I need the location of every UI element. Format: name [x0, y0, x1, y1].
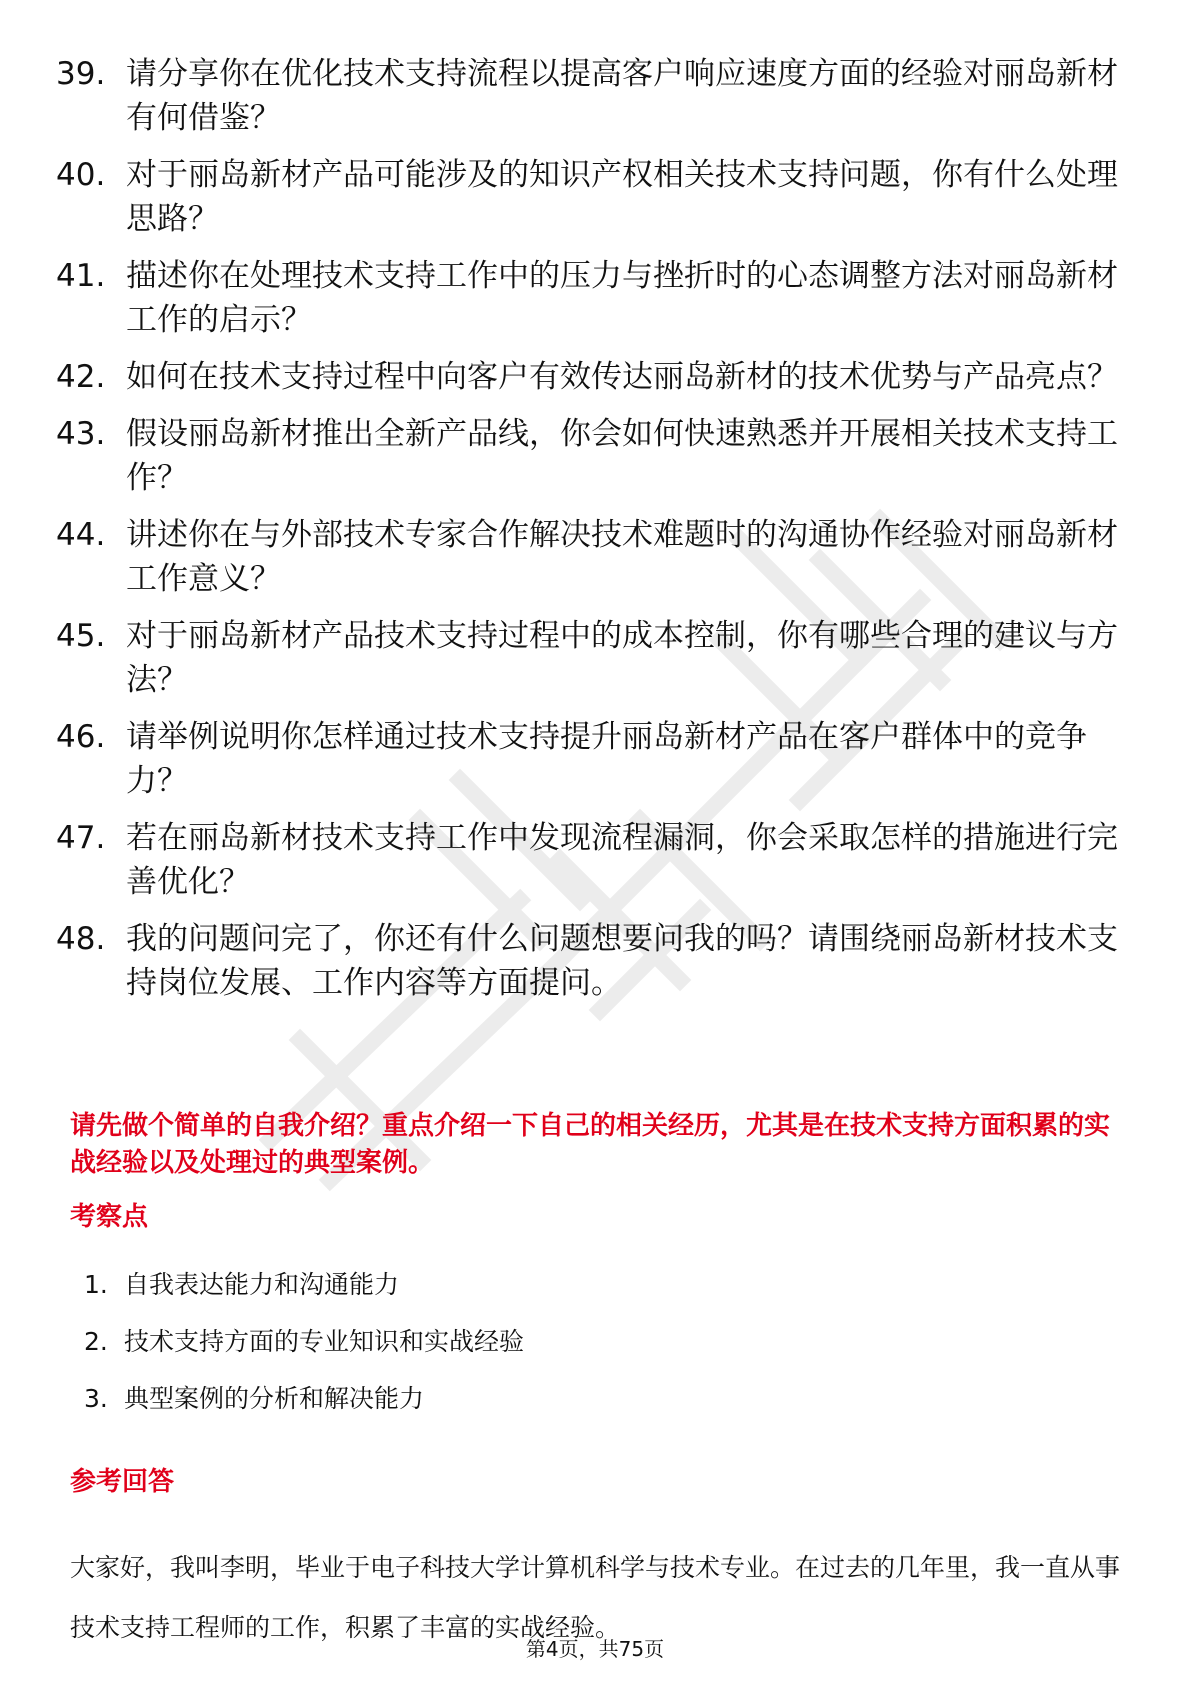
question-text: 描述你在处理技术支持工作中的压力与挫折时的心态调整方法对丽岛新材工作的启示？ — [126, 258, 1118, 338]
question-item — [56, 254, 1136, 342]
points-list — [84, 1268, 524, 1439]
point-text: 技术支持方面的专业知识和实战经验 — [124, 1327, 525, 1356]
question-item — [56, 513, 1136, 601]
question-number: 47. — [56, 820, 106, 856]
question-item — [56, 153, 1136, 241]
question-number: 48. — [56, 921, 106, 957]
question-item — [56, 52, 1136, 140]
point-number: 1. — [84, 1270, 108, 1299]
question-number: 43. — [56, 416, 106, 452]
point-item — [84, 1382, 524, 1439]
intro-question: 请先做个简单的自我介绍？重点介绍一下自己的相关经历，尤其是在技术支持方面积累的实战经验以及处理过的典型案例。 — [70, 1111, 1111, 1178]
point-text: 自我表达能力和沟通能力 — [124, 1270, 400, 1299]
page-footer: 第4页，共75页 — [525, 1637, 665, 1661]
question-item — [56, 715, 1136, 803]
question-text: 如何在技术支持过程中向客户有效传达丽岛新材的技术优势与产品亮点？ — [126, 359, 1118, 395]
question-number: 41. — [56, 258, 106, 294]
question-item — [56, 412, 1136, 500]
question-text: 请分享你在优化技术支持流程以提高客户响应速度方面的经验对丽岛新材有何借鉴？ — [126, 56, 1118, 136]
points-heading: 考察点 — [70, 1202, 149, 1232]
question-text: 请举例说明你怎样通过技术支持提升丽岛新材产品在客户群体中的竞争力？ — [126, 719, 1087, 799]
question-number: 46. — [56, 719, 106, 755]
answer-text: 大家好，我叫李明，毕业于电子科技大学计算机科学与技术专业。在过去的几年里，我一直从事技术支持工程师的工作，积累了丰富的实战经验。 — [70, 1553, 1121, 1642]
question-number: 45. — [56, 618, 106, 654]
question-item — [56, 614, 1136, 702]
question-number: 42. — [56, 359, 106, 395]
answer-heading: 参考回答 — [70, 1467, 175, 1497]
question-item — [56, 917, 1136, 1005]
question-number: 40. — [56, 157, 106, 193]
point-item — [84, 1325, 524, 1382]
question-item — [56, 816, 1136, 904]
point-item — [84, 1268, 524, 1325]
question-text: 假设丽岛新材推出全新产品线，你会如何快速熟悉并开展相关技术支持工作？ — [126, 416, 1118, 496]
question-item — [56, 355, 1136, 399]
question-text: 讲述你在与外部技术专家合作解决技术难题时的沟通协作经验对丽岛新材工作意义？ — [126, 517, 1118, 597]
point-number: 3. — [84, 1384, 108, 1413]
question-number: 39. — [56, 56, 106, 92]
question-number: 44. — [56, 517, 106, 553]
question-list — [56, 52, 1136, 1018]
question-text: 对于丽岛新材产品可能涉及的知识产权相关技术支持问题，你有什么处理思路？ — [126, 157, 1118, 237]
question-text: 我的问题问完了，你还有什么问题想要问我的吗？请围绕丽岛新材技术支持岗位发展、工作内容等方面提问。 — [126, 921, 1118, 1001]
question-text: 若在丽岛新材技术支持工作中发现流程漏洞，你会采取怎样的措施进行完善优化？ — [126, 820, 1118, 900]
question-text: 对于丽岛新材产品技术支持过程中的成本控制，你有哪些合理的建议与方法？ — [126, 618, 1118, 698]
point-text: 典型案例的分析和解决能力 — [124, 1384, 425, 1413]
point-number: 2. — [84, 1327, 108, 1356]
